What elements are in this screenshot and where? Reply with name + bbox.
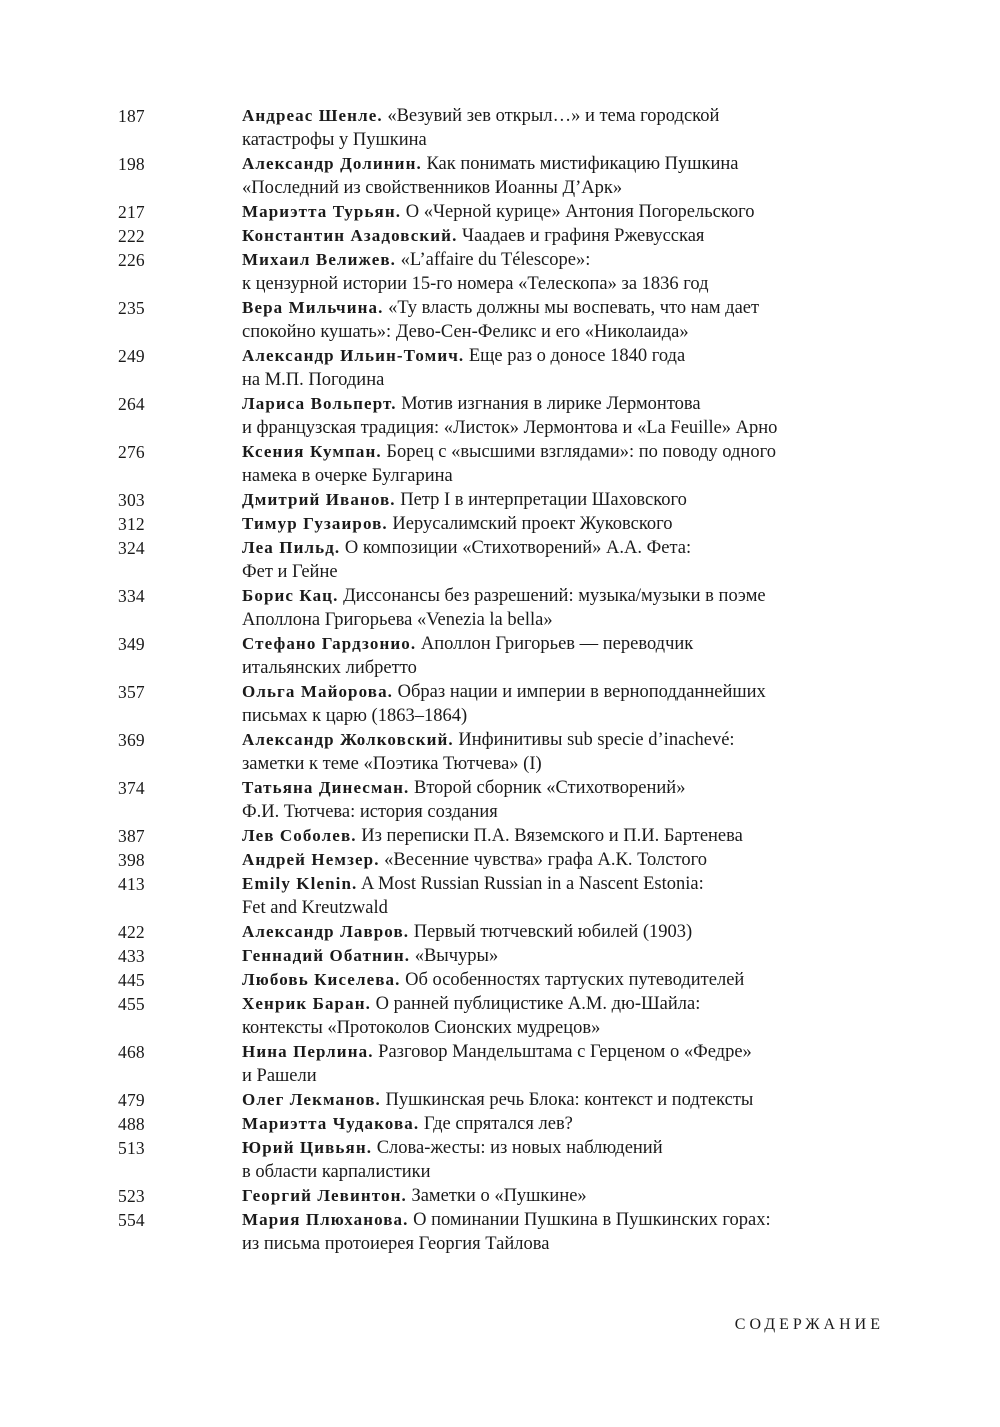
toc-author: Александр Долинин. xyxy=(242,154,422,173)
toc-page-number: 479 xyxy=(118,1090,145,1110)
toc-entry xyxy=(118,296,858,344)
toc-entry xyxy=(118,1040,858,1088)
toc-entry-text xyxy=(242,872,858,920)
toc-entry-line xyxy=(242,1040,858,1064)
toc-page-number: 523 xyxy=(118,1186,145,1206)
toc-author: Ольга Майорова. xyxy=(242,682,394,701)
toc-entry-line xyxy=(242,248,858,272)
toc-title-text: Мотив изгнания в лирике Лермонтова xyxy=(401,394,701,414)
toc-author: Лев Соболев. xyxy=(242,826,357,845)
toc-page-number: 398 xyxy=(118,850,145,870)
toc-title-text: Ф.И. Тютчева: история создания xyxy=(242,802,498,822)
toc-entry xyxy=(118,1088,858,1112)
toc-entry-line xyxy=(242,512,858,536)
toc-author: Олег Лекманов. xyxy=(242,1090,381,1109)
toc-entry-line xyxy=(242,152,858,176)
toc-entry-line xyxy=(242,104,858,128)
toc-page-number: 334 xyxy=(118,586,145,606)
toc-entry-line xyxy=(242,1160,858,1184)
toc-entry xyxy=(118,224,858,248)
toc-entry-line xyxy=(242,560,858,584)
toc-title-text: Где спрятался лев? xyxy=(423,1114,573,1134)
toc-title-text: Чаадаев и графиня Ржевусская xyxy=(462,226,705,246)
toc-entry-text xyxy=(242,848,858,872)
toc-entry-text xyxy=(242,152,858,200)
toc-entry-line xyxy=(242,488,858,512)
toc-entry-text xyxy=(242,680,858,728)
toc-entry xyxy=(118,776,858,824)
toc-page-number: 276 xyxy=(118,442,145,462)
toc-page-number: 217 xyxy=(118,202,145,222)
toc-title-text: письмах к царю (1863–1864) xyxy=(242,706,468,726)
toc-entry-text xyxy=(242,584,858,632)
toc-entry-line xyxy=(242,992,858,1016)
toc-entry xyxy=(118,152,858,200)
toc-title-text: Иерусалимский проект Жуковского xyxy=(392,514,673,534)
toc-entry-text xyxy=(242,944,858,968)
toc-entry xyxy=(118,584,858,632)
toc-author: Хенрик Баран. xyxy=(242,994,371,1013)
toc-entry xyxy=(118,512,858,536)
toc-entry-line xyxy=(242,920,858,944)
toc-title-text: контексты «Протоколов Сионских мудрецов» xyxy=(242,1018,601,1038)
toc-title-text: в области карпалистики xyxy=(242,1162,431,1182)
toc-entry-text xyxy=(242,1208,858,1256)
toc-entry-text xyxy=(242,512,858,536)
toc-page-number: 187 xyxy=(118,106,145,126)
toc-page-number: 488 xyxy=(118,1114,145,1134)
toc-title-text: О «Черной курице» Антония Погорельского xyxy=(405,202,755,222)
toc-author: Стефано Гардзонио. xyxy=(242,634,417,653)
toc-entry xyxy=(118,920,858,944)
toc-title-text: спокойно кушать»: Дево-Сен-Феликс и его «Николаида» xyxy=(242,322,689,342)
toc-page-number: 249 xyxy=(118,346,145,366)
toc-page-number: 413 xyxy=(118,874,145,894)
toc-title-text: Второй сборник «Стихотворений» xyxy=(413,778,686,798)
toc-entry-line xyxy=(242,848,858,872)
toc-author: Юрий Цивьян. xyxy=(242,1138,373,1157)
toc-author: Леа Пильд. xyxy=(242,538,341,557)
toc-entry-line xyxy=(242,872,858,896)
toc-title-text: Инфинитивы sub specie d’inachevé: xyxy=(458,730,735,750)
toc-entry-line xyxy=(242,752,858,776)
toc-entry-text xyxy=(242,440,858,488)
toc-title-text: Петр I в интерпретации Шаховского xyxy=(400,490,687,510)
toc-entry xyxy=(118,848,858,872)
toc-entry-line xyxy=(242,728,858,752)
toc-entry xyxy=(118,632,858,680)
toc-entry xyxy=(118,1184,858,1208)
toc-entry-line xyxy=(242,272,858,296)
toc-entry-text xyxy=(242,1136,858,1184)
toc-entry-line xyxy=(242,776,858,800)
toc-entry xyxy=(118,248,858,296)
toc-entry-line xyxy=(242,1016,858,1040)
toc-entry xyxy=(118,992,858,1040)
toc-entry-line xyxy=(242,608,858,632)
toc-author: Мария Плюханова. xyxy=(242,1210,409,1229)
toc-author: Мариэтта Чудакова. xyxy=(242,1114,420,1133)
toc-entry xyxy=(118,344,858,392)
toc-entry-line xyxy=(242,800,858,824)
toc-author: Любовь Киселева. xyxy=(242,970,401,989)
toc-author: Константин Азадовский. xyxy=(242,226,458,245)
toc-title-text: катастрофы у Пушкина xyxy=(242,130,427,150)
toc-entry xyxy=(118,728,858,776)
toc-author: Татьяна Динесман. xyxy=(242,778,410,797)
toc-title-text: Фет и Гейне xyxy=(242,562,338,582)
toc-entry-text xyxy=(242,728,858,776)
toc-author: Emily Klenin. xyxy=(242,874,358,893)
toc-page-number: 554 xyxy=(118,1210,145,1230)
toc-entry xyxy=(118,200,858,224)
toc-entry-text xyxy=(242,488,858,512)
toc-entry-text xyxy=(242,920,858,944)
toc-title-text: «Вычуры» xyxy=(414,946,499,966)
toc-title-text: и французская традиция: «Листок» Лермонтова и «La Feuille» Арно xyxy=(242,418,778,438)
toc-entry-line xyxy=(242,968,858,992)
toc-page-number: 422 xyxy=(118,922,145,942)
toc-title-text: и Рашели xyxy=(242,1066,317,1086)
toc-page-number: 222 xyxy=(118,226,145,246)
toc-entry-text xyxy=(242,992,858,1040)
toc-entry-line xyxy=(242,680,858,704)
toc-title-text: Заметки о «Пушкине» xyxy=(411,1186,587,1206)
toc-entry-text xyxy=(242,1040,858,1088)
toc-entry-text xyxy=(242,1184,858,1208)
toc-title-text: Еще раз о доносе 1840 года xyxy=(468,346,686,366)
toc-author: Лариса Вольперт. xyxy=(242,394,397,413)
toc-entry xyxy=(118,1208,858,1256)
toc-title-text: «L’affaire du Télescope»: xyxy=(400,250,591,270)
toc-title-text: Диссонансы без разрешений: музыка/музыки в поэме xyxy=(343,586,766,606)
toc-author: Борис Кац. xyxy=(242,586,339,605)
toc-entry-line xyxy=(242,344,858,368)
toc-page-number: 324 xyxy=(118,538,145,558)
toc-title-text: О поминании Пушкина в Пушкинских горах: xyxy=(413,1210,771,1230)
toc-entry-text xyxy=(242,200,858,224)
toc-title-text: на М.П. Погодина xyxy=(242,370,385,390)
toc-page-number: 445 xyxy=(118,970,145,990)
toc-entry xyxy=(118,824,858,848)
toc-page-number: 357 xyxy=(118,682,145,702)
toc-entry-line xyxy=(242,1088,858,1112)
toc-author: Михаил Велижев. xyxy=(242,250,396,269)
toc-title-text: заметки к теме «Поэтика Тютчева» (I) xyxy=(242,754,542,774)
toc-page-number: 303 xyxy=(118,490,145,510)
toc-author: Александр Жолковский. xyxy=(242,730,454,749)
toc-entry-line xyxy=(242,896,858,920)
toc-entry-line xyxy=(242,368,858,392)
toc-entry xyxy=(118,104,858,152)
toc-entry-line xyxy=(242,464,858,488)
toc-title-text: «Последний из свойственников Иоанны Д’Арк» xyxy=(242,178,623,198)
toc-author: Андреас Шенле. xyxy=(242,106,383,125)
toc-title-text: Пушкинская речь Блока: контекст и подтексты xyxy=(385,1090,754,1110)
toc-title-text: к цензурной истории 15-го номера «Телескопа» за 1836 год xyxy=(242,274,709,294)
toc-title-text: Борец с «высшими взглядами»: по поводу одного xyxy=(386,442,776,462)
toc-page-number: 312 xyxy=(118,514,145,534)
toc-entry-text xyxy=(242,296,858,344)
toc-title-text: Как понимать мистификацию Пушкина xyxy=(426,154,739,174)
toc-title-text: «Ту власть должны мы воспевать, что нам дает xyxy=(388,298,760,318)
toc-title-text: Образ нации и империи в верноподданнейших xyxy=(397,682,766,702)
toc-entry-text xyxy=(242,776,858,824)
toc-entry xyxy=(118,944,858,968)
running-head: СОДЕРЖАНИЕ xyxy=(734,1316,884,1333)
toc-title-text: Об особенностях тартуских путеводителей xyxy=(405,970,745,990)
toc-entry xyxy=(118,440,858,488)
toc-page-number: 226 xyxy=(118,250,145,270)
toc-title-text: «Везувий зев открыл…» и тема городской xyxy=(387,106,720,126)
toc-entry xyxy=(118,968,858,992)
toc-author: Нина Перлина. xyxy=(242,1042,374,1061)
toc-page-number: 455 xyxy=(118,994,145,1014)
toc-entry-text xyxy=(242,536,858,584)
toc-title-text: итальянских либретто xyxy=(242,658,417,678)
toc-entry-text xyxy=(242,344,858,392)
toc-page-number: 198 xyxy=(118,154,145,174)
toc-entry-line xyxy=(242,416,858,440)
toc-author: Геннадий Обатнин. xyxy=(242,946,411,965)
toc-page-number: 235 xyxy=(118,298,145,318)
toc-title-text: из письма протоиерея Георгия Тайлова xyxy=(242,1234,550,1254)
toc-entry-text xyxy=(242,248,858,296)
toc-author: Георгий Левинтон. xyxy=(242,1186,407,1205)
toc-entry-line xyxy=(242,296,858,320)
toc-author: Мариэтта Турьян. xyxy=(242,202,402,221)
toc-entry-line xyxy=(242,200,858,224)
toc-entry xyxy=(118,1136,858,1184)
toc-entry-text xyxy=(242,632,858,680)
toc-page-number: 349 xyxy=(118,634,145,654)
toc-page-number: 264 xyxy=(118,394,145,414)
toc-entry-line xyxy=(242,1208,858,1232)
toc-author: Вера Мильчина. xyxy=(242,298,384,317)
toc-entry xyxy=(118,872,858,920)
toc-title-text: Слова-жесты: из новых наблюдений xyxy=(376,1138,663,1158)
toc-entry-line xyxy=(242,704,858,728)
toc-entry-line xyxy=(242,1064,858,1088)
toc-entry-line xyxy=(242,1112,858,1136)
toc-page-number: 369 xyxy=(118,730,145,750)
toc-page-number: 468 xyxy=(118,1042,145,1062)
toc-entry-text xyxy=(242,392,858,440)
toc-entry-line xyxy=(242,392,858,416)
toc-entry-line xyxy=(242,1232,858,1256)
toc-entry-text xyxy=(242,968,858,992)
toc-entry-line xyxy=(242,128,858,152)
toc-title-text: Fet and Kreutzwald xyxy=(242,898,388,918)
toc-page-number: 374 xyxy=(118,778,145,798)
toc-entry-text xyxy=(242,1088,858,1112)
toc-author: Александр Лавров. xyxy=(242,922,410,941)
toc-entry-text xyxy=(242,824,858,848)
toc-title-text: Разговор Мандельштама с Герценом о «Федре» xyxy=(378,1042,752,1062)
toc-entry-line xyxy=(242,1184,858,1208)
table-of-contents xyxy=(118,104,858,1256)
toc-page-number: 513 xyxy=(118,1138,145,1158)
toc-page-number: 387 xyxy=(118,826,145,846)
toc-title-text: «Весенние чувства» графа А.К. Толстого xyxy=(384,850,707,870)
toc-title-text: Первый тютчевский юбилей (1903) xyxy=(413,922,693,942)
toc-entry-text xyxy=(242,104,858,152)
toc-entry xyxy=(118,392,858,440)
toc-author: Тимур Гузаиров. xyxy=(242,514,388,533)
toc-entry xyxy=(118,488,858,512)
toc-title-text: намека в очерке Булгарина xyxy=(242,466,453,486)
toc-entry-line xyxy=(242,176,858,200)
toc-author: Дмитрий Иванов. xyxy=(242,490,396,509)
toc-entry-line xyxy=(242,224,858,248)
toc-entry-line xyxy=(242,536,858,560)
toc-entry-line xyxy=(242,320,858,344)
toc-title-text: Аполлона Григорьева «Venezia la bella» xyxy=(242,610,553,630)
toc-author: Андрей Немзер. xyxy=(242,850,380,869)
toc-entry xyxy=(118,1112,858,1136)
toc-entry-line xyxy=(242,824,858,848)
toc-title-text: Из переписки П.А. Вяземского и П.И. Бартенева xyxy=(361,826,743,846)
toc-entry xyxy=(118,536,858,584)
toc-entry-line xyxy=(242,584,858,608)
toc-author: Александр Ильин-Томич. xyxy=(242,346,465,365)
toc-entry-line xyxy=(242,440,858,464)
toc-title-text: О ранней публицистике А.М. дю-Шайла: xyxy=(375,994,701,1014)
toc-entry-line xyxy=(242,1136,858,1160)
toc-title-text: О композиции «Стихотворений» А.А. Фета: xyxy=(344,538,692,558)
toc-title-text: Аполлон Григорьев — переводчик xyxy=(420,634,694,654)
toc-entry-line xyxy=(242,632,858,656)
toc-title-text: A Most Russian Russian in a Nascent Estonia: xyxy=(360,874,704,894)
toc-entry-line xyxy=(242,656,858,680)
toc-entry-line xyxy=(242,944,858,968)
toc-entry xyxy=(118,680,858,728)
toc-author: Ксения Кумпан. xyxy=(242,442,382,461)
toc-entry-text xyxy=(242,1112,858,1136)
toc-page-number: 433 xyxy=(118,946,145,966)
toc-entry-text xyxy=(242,224,858,248)
